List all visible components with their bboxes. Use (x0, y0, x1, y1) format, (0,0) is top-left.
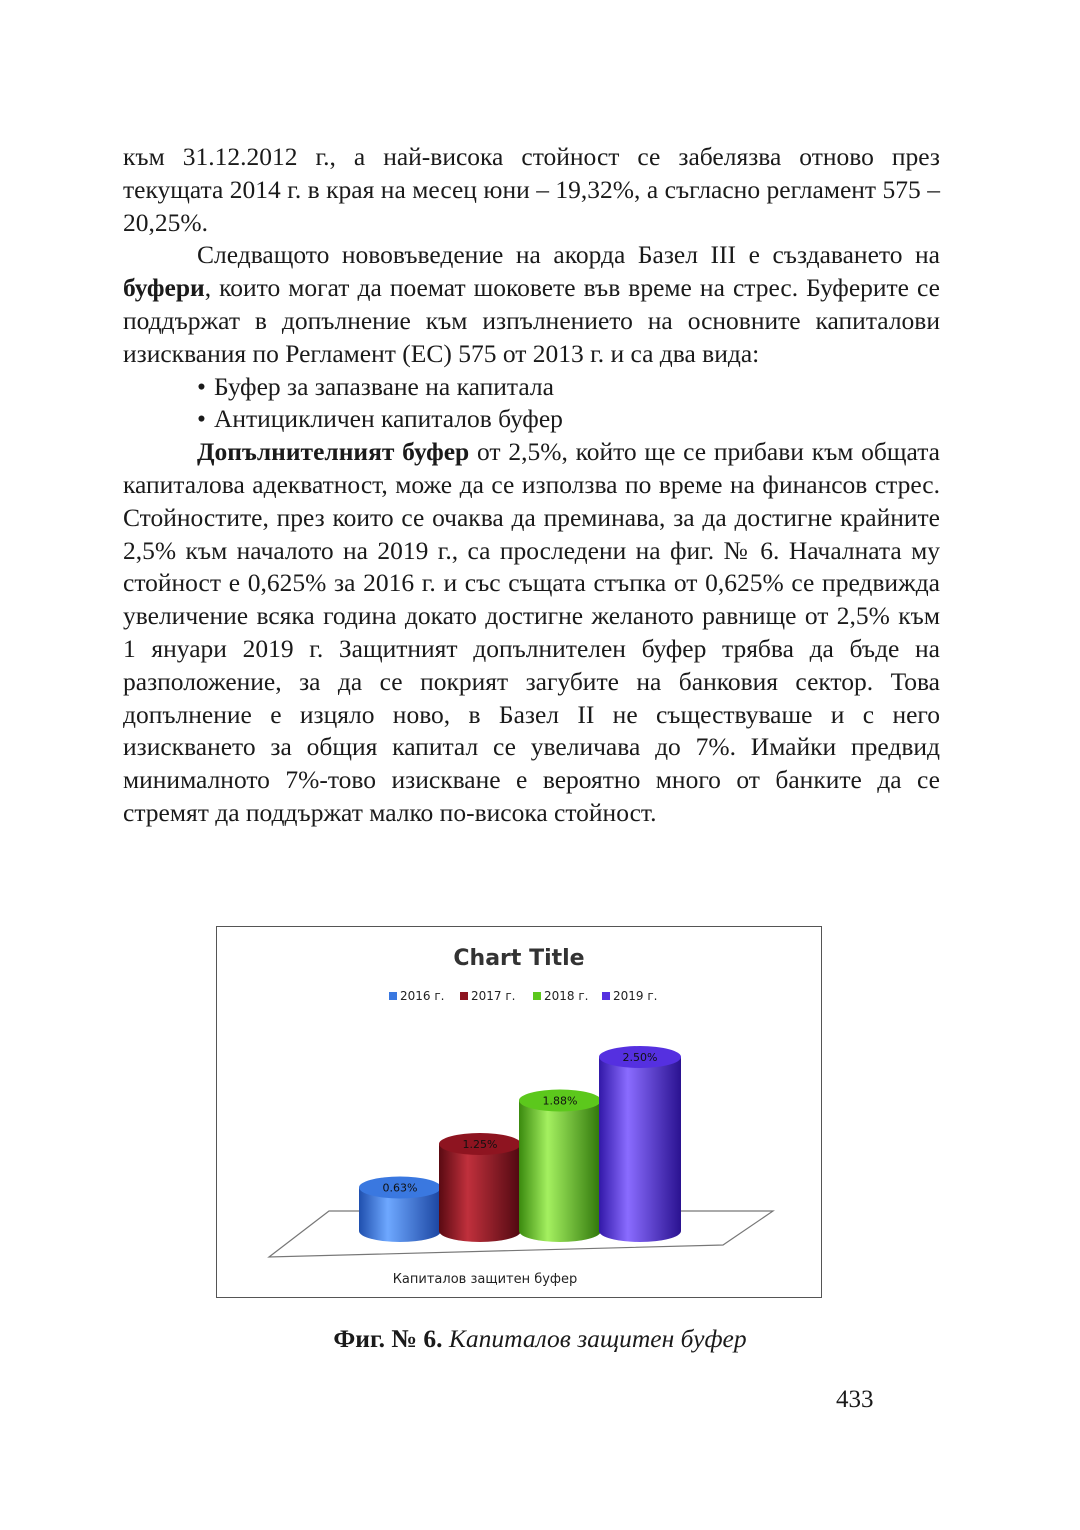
legend-swatch (533, 992, 541, 1000)
legend-label: 2018 г. (544, 989, 589, 1003)
data-label: 0.63% (382, 1181, 418, 1195)
term-additional-buffer: Допълнителният буфер (197, 437, 470, 467)
legend-label: 2016 г. (400, 989, 445, 1003)
list-item: • Антицикличен капиталов буфер (123, 403, 940, 436)
figure-caption (0, 1323, 1080, 1355)
data-label: 1.88% (542, 1094, 578, 1108)
x-axis-label: Капиталов защитен буфер (392, 1272, 578, 1287)
bar-body (599, 1057, 681, 1242)
bar-2016г (359, 1177, 441, 1242)
figure-number: Фиг. № 6. (333, 1324, 443, 1353)
buffer-list (123, 371, 940, 437)
data-label: 1.25% (462, 1138, 498, 1151)
paragraph-2: Следващото нововъведение на акорда Базел III е създаването на буфери, които могат да поемат шоковете във време на стрес. Буферите се поддържат в допълнение към изпълнението на основните капиталови изисквания по Регламент (ЕС) 575 от 2013 г. и са два вида: (123, 240, 940, 368)
data-label: 2.50% (622, 1051, 658, 1064)
bar-2018г (519, 1090, 601, 1243)
body-text (123, 141, 940, 830)
legend-label: 2017 г. (471, 989, 516, 1003)
paragraph-1: към 31.12.2012 г., а най-висока стойност се забелязва отново през текущата 2014 г. в края на месец юни – 19,32%, а съгласно регламент 575 – 20,25%. (123, 142, 940, 237)
chart-legend (389, 989, 657, 1003)
chart (217, 927, 821, 1297)
bar-2017г (439, 1133, 521, 1242)
bar-body (519, 1101, 601, 1243)
chart-title: Chart Title (453, 946, 585, 971)
legend-swatch (460, 992, 468, 1000)
paragraph-3: Допълнителният буфер от 2,5%, който ще се прибави към общата капиталова адекватност, може да се използва по време на финансов стрес. Стойностите, през които се очаква да преминава, за да достигне крайните 2,5% към началото на 2019 г., са проследени на фиг. № 6. Началната му стойност е 0,625% за 2016 г. и със същата стъпка от 0,625% се предвижда увеличение всяка година докато достигне желаното равнище от 2,5% към 1 януари 2019 г. Защитният допълнителен буфер трябва да бъде на разположение, за да се покрият загубите на банковия сектор. Това допълнение е изцяло ново, в Базел II не съществуваше и с него изискването за общия капитал се увеличава до 7%. Имайки предвид минималното 7%-тово изискване е вероятно много от банките да се стремят да поддържат малко по-висока стойност. (123, 437, 940, 827)
legend-label: 2019 г. (613, 989, 658, 1003)
figure-title: Капиталов защитен буфер (448, 1324, 747, 1353)
bar-2019г (599, 1046, 681, 1242)
page-number: 433 (836, 1386, 874, 1413)
list-item: • Буфер за запазване на капитала (123, 371, 940, 404)
legend-swatch (602, 992, 610, 1000)
legend-swatch (389, 992, 397, 1000)
chart-figure (216, 926, 822, 1298)
bar-body (439, 1144, 521, 1242)
term-buffers: буфери (123, 273, 205, 303)
